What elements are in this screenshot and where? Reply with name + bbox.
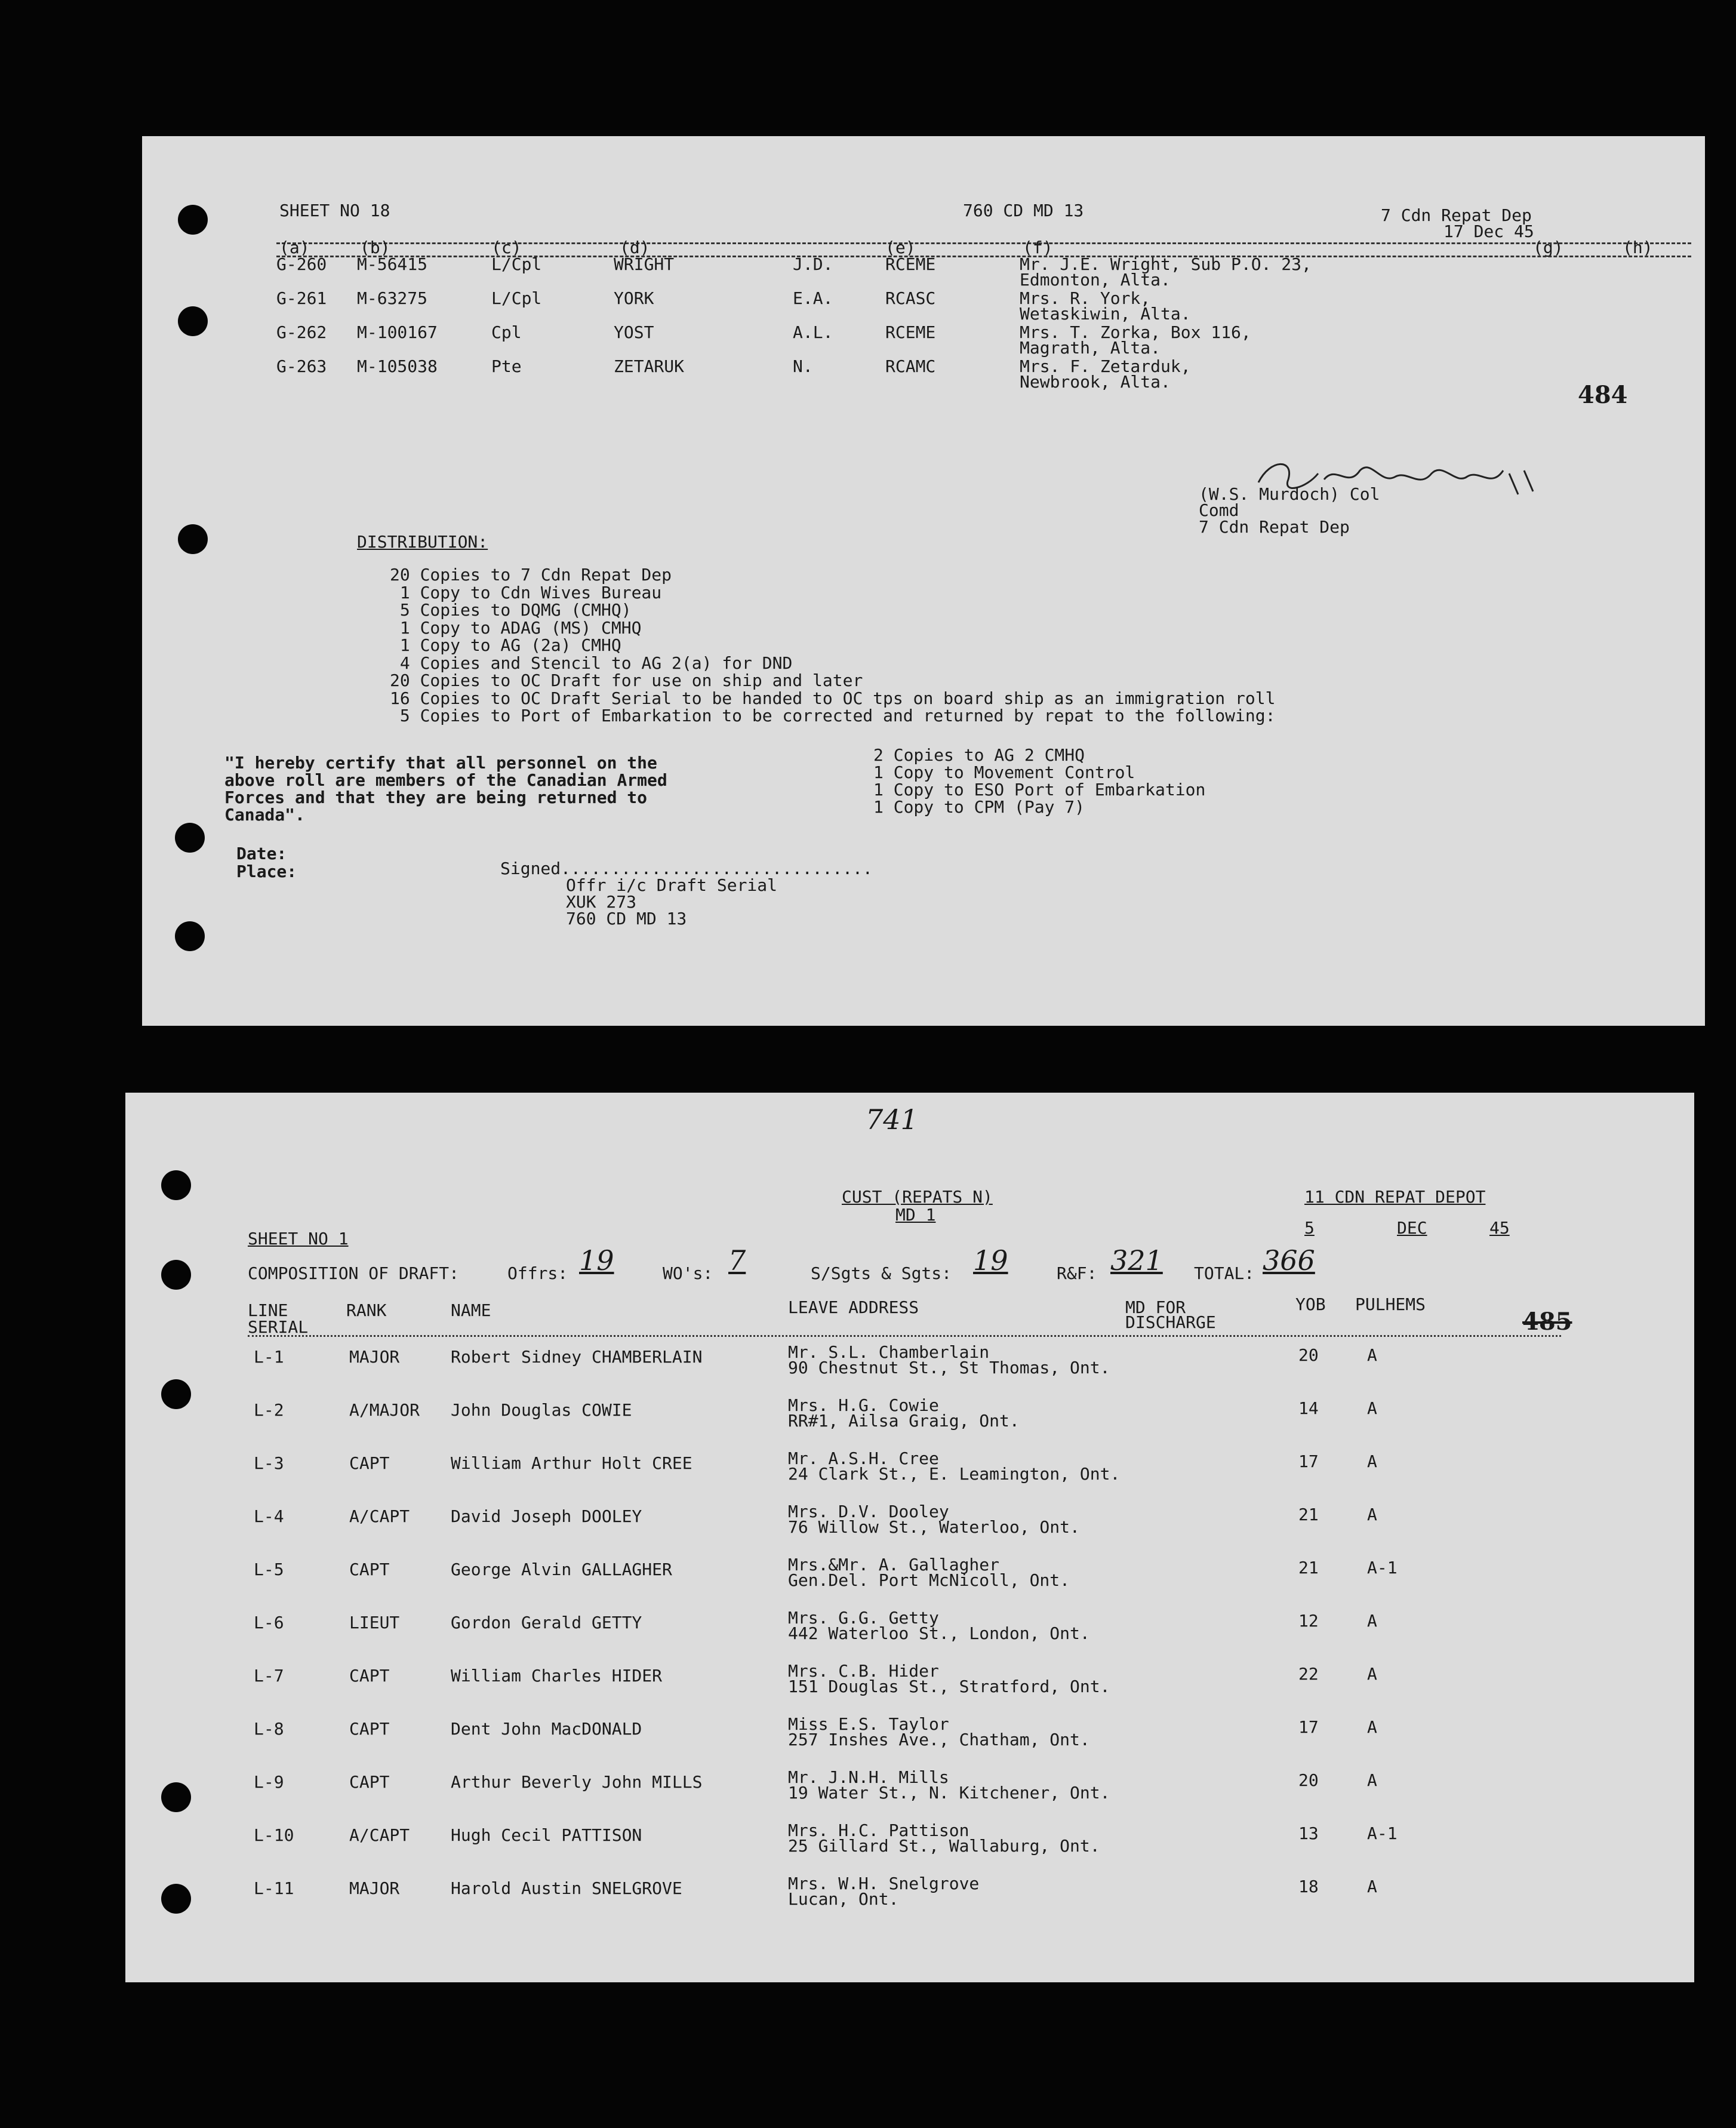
- row-address-line2: 257 Inshes Ave., Chatham, Ont.: [788, 1730, 1090, 1749]
- row-name: Harold Austin SNELGROVE: [451, 1878, 682, 1898]
- binder-hole: [175, 823, 205, 853]
- col-name: NAME: [451, 1300, 491, 1320]
- distribution-sub-item: 1 Copy to Movement Control: [873, 762, 1135, 782]
- sgts-label: S/Sgts & Sgts:: [811, 1263, 952, 1283]
- signatory-unit: 7 Cdn Repat Dep: [1199, 517, 1350, 537]
- row-name: Gordon Gerald GETTY: [451, 1613, 642, 1632]
- row-rank: Cpl: [491, 322, 522, 342]
- row-surname: YORK: [614, 288, 654, 308]
- signed-unit: 760 CD MD 13: [566, 909, 687, 928]
- row-address-line2: 442 Waterloo St., London, Ont.: [788, 1623, 1090, 1643]
- row-name: John Douglas COWIE: [451, 1400, 632, 1420]
- rf-count: 321: [1110, 1244, 1163, 1277]
- col-md-for: MD FOR: [1125, 1297, 1186, 1317]
- sheet-number: SHEET NO 18: [279, 201, 390, 220]
- row-corps: RCASC: [885, 288, 936, 308]
- page-number: 485: [1522, 1308, 1572, 1336]
- row-pulhems: A: [1367, 1345, 1377, 1365]
- column-letter: (f): [1023, 238, 1053, 257]
- signatory-name: (W.S. Murdoch) Col: [1199, 484, 1380, 504]
- row-pulhems: A: [1367, 1770, 1377, 1790]
- signed-line: Signed...............................: [500, 859, 873, 878]
- certification-line: Forces and that they are being returned to: [224, 788, 648, 807]
- row-yob: 12: [1298, 1611, 1319, 1631]
- distribution-sub-item: 2 Copies to AG 2 CMHQ: [873, 745, 1085, 765]
- row-rank: CAPT: [349, 1719, 390, 1739]
- row-corps: RCAMC: [885, 356, 936, 376]
- col-yob: YOB: [1295, 1294, 1326, 1314]
- row-address-line1: Mr. J.E. Wright, Sub P.O. 23,: [1020, 254, 1312, 274]
- row-address-line1: Mr. A.S.H. Cree: [788, 1449, 939, 1468]
- row-line-serial: L-9: [254, 1772, 284, 1792]
- row-rank: CAPT: [349, 1453, 390, 1473]
- row-address-line1: Mrs. H.G. Cowie: [788, 1395, 939, 1415]
- distribution-item: 1 Copy to Cdn Wives Bureau: [390, 582, 662, 602]
- row-line-serial: L-1: [254, 1347, 284, 1367]
- col-line: LINE: [248, 1300, 288, 1320]
- row-line-serial: L-8: [254, 1719, 284, 1739]
- row-initials: N.: [793, 356, 813, 376]
- row-address-line2: Lucan, Ont.: [788, 1889, 899, 1909]
- row-pulhems: A: [1367, 1505, 1377, 1524]
- row-serial: G-263: [276, 356, 327, 376]
- signed-serial: XUK 273: [566, 892, 637, 912]
- row-corps: RCEME: [885, 254, 936, 274]
- row-pulhems: A: [1367, 1717, 1377, 1737]
- column-letter: (e): [885, 238, 916, 257]
- row-initials: J.D.: [793, 254, 833, 274]
- row-address-line1: Mrs. C.B. Hider: [788, 1661, 939, 1681]
- distribution-item: 20 Copies to OC Draft for use on ship and later: [390, 671, 863, 690]
- col-md-discharge: DISCHARGE: [1125, 1312, 1216, 1332]
- row-service-number: M-105038: [357, 356, 438, 376]
- nominal-roll-sheet-18: [142, 136, 1705, 1026]
- row-address-line1: Miss E.S. Taylor: [788, 1714, 949, 1734]
- page-number: 484: [1578, 381, 1628, 409]
- depot-name: 11 CDN REPAT DEPOT: [1304, 1187, 1486, 1207]
- row-surname: WRIGHT: [614, 254, 675, 274]
- row-name: George Alvin GALLAGHER: [451, 1560, 672, 1579]
- header-rule: [276, 256, 1691, 257]
- row-service-number: M-100167: [357, 322, 438, 342]
- row-address-line2: RR#1, Ailsa Graig, Ont.: [788, 1411, 1020, 1431]
- row-address-line2: Gen.Del. Port McNicoll, Ont.: [788, 1570, 1070, 1590]
- nominal-roll-sheet-1: [125, 1093, 1694, 1982]
- certification-line: Canada".: [224, 805, 305, 825]
- row-rank: CAPT: [349, 1772, 390, 1792]
- row-pulhems: A: [1367, 1398, 1377, 1418]
- header-rule: [276, 242, 1691, 244]
- row-name: Robert Sidney CHAMBERLAIN: [451, 1347, 703, 1367]
- column-letter: (c): [491, 238, 522, 257]
- row-address-line2: 24 Clark St., E. Leamington, Ont.: [788, 1464, 1121, 1484]
- row-address-line1: Mrs.&Mr. A. Gallagher: [788, 1555, 1000, 1575]
- signed-officer: Offr i/c Draft Serial: [566, 875, 778, 895]
- row-pulhems: A: [1367, 1877, 1377, 1896]
- row-rank: L/Cpl: [491, 254, 542, 274]
- row-initials: E.A.: [793, 288, 833, 308]
- row-line-serial: L-6: [254, 1613, 284, 1632]
- row-line-serial: L-2: [254, 1400, 284, 1420]
- offrs-count: 19: [579, 1244, 614, 1277]
- total-count: 366: [1263, 1244, 1315, 1277]
- row-pulhems: A-1: [1367, 1558, 1398, 1577]
- date-month: DEC: [1397, 1218, 1427, 1238]
- column-letter: (a): [279, 238, 310, 257]
- row-name: Hugh Cecil PATTISON: [451, 1825, 642, 1845]
- row-name: William Charles HIDER: [451, 1666, 663, 1686]
- row-serial: G-260: [276, 254, 327, 274]
- column-letter: (b): [360, 238, 390, 257]
- row-address-line1: Mrs. F. Zetarduk,: [1020, 356, 1191, 376]
- distribution-sub-item: 1 Copy to CPM (Pay 7): [873, 797, 1085, 817]
- row-address-line2: 19 Water St., N. Kitchener, Ont.: [788, 1783, 1110, 1803]
- row-rank: A/CAPT: [349, 1506, 410, 1526]
- binder-hole: [161, 1782, 191, 1812]
- distribution-item: 1 Copy to AG (2a) CMHQ: [390, 635, 621, 655]
- row-yob: 14: [1298, 1398, 1319, 1418]
- distribution-heading: DISTRIBUTION:: [357, 532, 488, 552]
- binder-hole: [161, 1260, 191, 1290]
- sheet-number: SHEET NO 1: [248, 1229, 349, 1248]
- binder-hole: [161, 1884, 191, 1914]
- row-line-serial: L-4: [254, 1506, 284, 1526]
- row-rank: MAJOR: [349, 1878, 400, 1898]
- row-address-line2: Magrath, Alta.: [1020, 338, 1161, 358]
- row-pulhems: A: [1367, 1452, 1377, 1471]
- col-rank: RANK: [346, 1300, 387, 1320]
- signatory-title: Comd: [1199, 500, 1239, 520]
- row-line-serial: L-11: [254, 1878, 294, 1898]
- certification-line: "I hereby certify that all personnel on the: [224, 753, 657, 773]
- distribution-item: 16 Copies to OC Draft Serial to be handed to OC tps on board ship as an immigration roll: [390, 688, 1276, 708]
- row-pulhems: A-1: [1367, 1823, 1398, 1843]
- offrs-label: Offrs:: [507, 1263, 568, 1283]
- date-year: 45: [1489, 1218, 1510, 1238]
- rf-label: R&F:: [1057, 1263, 1097, 1283]
- row-address-line2: 151 Douglas St., Stratford, Ont.: [788, 1677, 1110, 1696]
- column-letter: (g): [1533, 238, 1563, 257]
- row-service-number: M-56415: [357, 254, 428, 274]
- distribution-item: 4 Copies and Stencil to AG 2(a) for DND: [390, 653, 793, 673]
- row-yob: 20: [1298, 1345, 1319, 1365]
- sheet-date: 17 Dec 45: [1443, 222, 1534, 241]
- distribution-item: 5 Copies to Port of Embarkation to be corrected and returned by repat to the following:: [390, 706, 1276, 725]
- date-day: 5: [1304, 1218, 1315, 1238]
- total-label: TOTAL:: [1194, 1263, 1255, 1283]
- row-rank: A/MAJOR: [349, 1400, 420, 1420]
- unit-code: 760 CD MD 13: [963, 201, 1084, 220]
- row-initials: A.L.: [793, 322, 833, 342]
- row-address-line2: Edmonton, Alta.: [1020, 270, 1171, 290]
- binder-hole: [178, 205, 208, 235]
- row-address-line2: 25 Gillard St., Wallaburg, Ont.: [788, 1836, 1100, 1856]
- col-pulhems: PULHEMS: [1355, 1294, 1426, 1314]
- row-yob: 17: [1298, 1452, 1319, 1471]
- column-letter: (d): [620, 238, 650, 257]
- row-rank: Pte: [491, 356, 522, 376]
- header-rule: [248, 1335, 1561, 1337]
- row-address-line1: Mrs. H.C. Pattison: [788, 1821, 969, 1840]
- row-address-line1: Mrs. W.H. Snelgrove: [788, 1874, 980, 1893]
- date-label: Date:: [236, 844, 287, 863]
- row-surname: YOST: [614, 322, 654, 342]
- binder-hole: [178, 524, 208, 554]
- row-name: Dent John MacDONALD: [451, 1719, 642, 1739]
- row-rank: A/CAPT: [349, 1825, 410, 1845]
- binder-hole: [175, 921, 205, 951]
- row-pulhems: A: [1367, 1664, 1377, 1684]
- row-serial: G-262: [276, 322, 327, 342]
- row-rank: CAPT: [349, 1560, 390, 1579]
- row-rank: MAJOR: [349, 1347, 400, 1367]
- place-label: Place:: [236, 862, 297, 881]
- row-address-line2: Wetaskiwin, Alta.: [1020, 304, 1191, 324]
- unit-code: CUST (REPATS N): [842, 1187, 993, 1207]
- row-address-line1: Mrs. D.V. Dooley: [788, 1502, 949, 1521]
- row-name: David Joseph DOOLEY: [451, 1506, 642, 1526]
- row-address-line1: Mrs. T. Zorka, Box 116,: [1020, 322, 1251, 342]
- row-rank: L/Cpl: [491, 288, 542, 308]
- row-yob: 17: [1298, 1717, 1319, 1737]
- row-line-serial: L-7: [254, 1666, 284, 1686]
- column-letter: (h): [1623, 238, 1653, 257]
- row-corps: RCEME: [885, 322, 936, 342]
- row-yob: 21: [1298, 1558, 1319, 1577]
- sgts-count: 19: [973, 1244, 1008, 1277]
- row-yob: 21: [1298, 1505, 1319, 1524]
- row-rank: LIEUT: [349, 1613, 400, 1632]
- certification-line: above roll are members of the Canadian Armed: [224, 770, 667, 790]
- row-line-serial: L-5: [254, 1560, 284, 1579]
- row-rank: CAPT: [349, 1666, 390, 1686]
- wos-count: 7: [728, 1244, 746, 1277]
- row-yob: 20: [1298, 1770, 1319, 1790]
- row-address-line2: 76 Willow St., Waterloo, Ont.: [788, 1517, 1080, 1537]
- wos-label: WO's:: [663, 1263, 713, 1283]
- row-line-serial: L-3: [254, 1453, 284, 1473]
- composition-label: COMPOSITION OF DRAFT:: [248, 1263, 460, 1283]
- row-yob: 13: [1298, 1823, 1319, 1843]
- col-serial: SERIAL: [248, 1317, 309, 1337]
- row-address-line1: Mrs. G.G. Getty: [788, 1608, 939, 1628]
- row-name: William Arthur Holt CREE: [451, 1453, 692, 1473]
- row-address-line1: Mr. J.N.H. Mills: [788, 1767, 949, 1787]
- row-address-line2: Newbrook, Alta.: [1020, 372, 1171, 392]
- row-yob: 22: [1298, 1664, 1319, 1684]
- distribution-sub-item: 1 Copy to ESO Port of Embarkation: [873, 780, 1206, 799]
- row-pulhems: A: [1367, 1611, 1377, 1631]
- row-yob: 18: [1298, 1877, 1319, 1896]
- distribution-item: 20 Copies to 7 Cdn Repat Dep: [390, 565, 672, 585]
- binder-hole: [178, 306, 208, 336]
- binder-hole: [161, 1170, 191, 1200]
- row-surname: ZETARUK: [614, 356, 685, 376]
- row-address-line1: Mrs. R. York,: [1020, 288, 1151, 308]
- col-address: LEAVE ADDRESS: [788, 1297, 919, 1317]
- distribution-item: 5 Copies to DQMG (CMHQ): [390, 600, 632, 620]
- handwritten-unit: 741: [866, 1103, 918, 1136]
- distribution-item: 1 Copy to ADAG (MS) CMHQ: [390, 617, 642, 638]
- row-address-line1: Mr. S.L. Chamberlain: [788, 1342, 990, 1362]
- row-address-line2: 90 Chestnut St., St Thomas, Ont.: [788, 1358, 1110, 1377]
- row-serial: G-261: [276, 288, 327, 308]
- row-service-number: M-63275: [357, 288, 428, 308]
- md-code: MD 1: [895, 1205, 936, 1225]
- depot-name: 7 Cdn Repat Dep: [1381, 205, 1532, 225]
- binder-hole: [161, 1379, 191, 1409]
- row-name: Arthur Beverly John MILLS: [451, 1772, 703, 1792]
- row-line-serial: L-10: [254, 1825, 294, 1845]
